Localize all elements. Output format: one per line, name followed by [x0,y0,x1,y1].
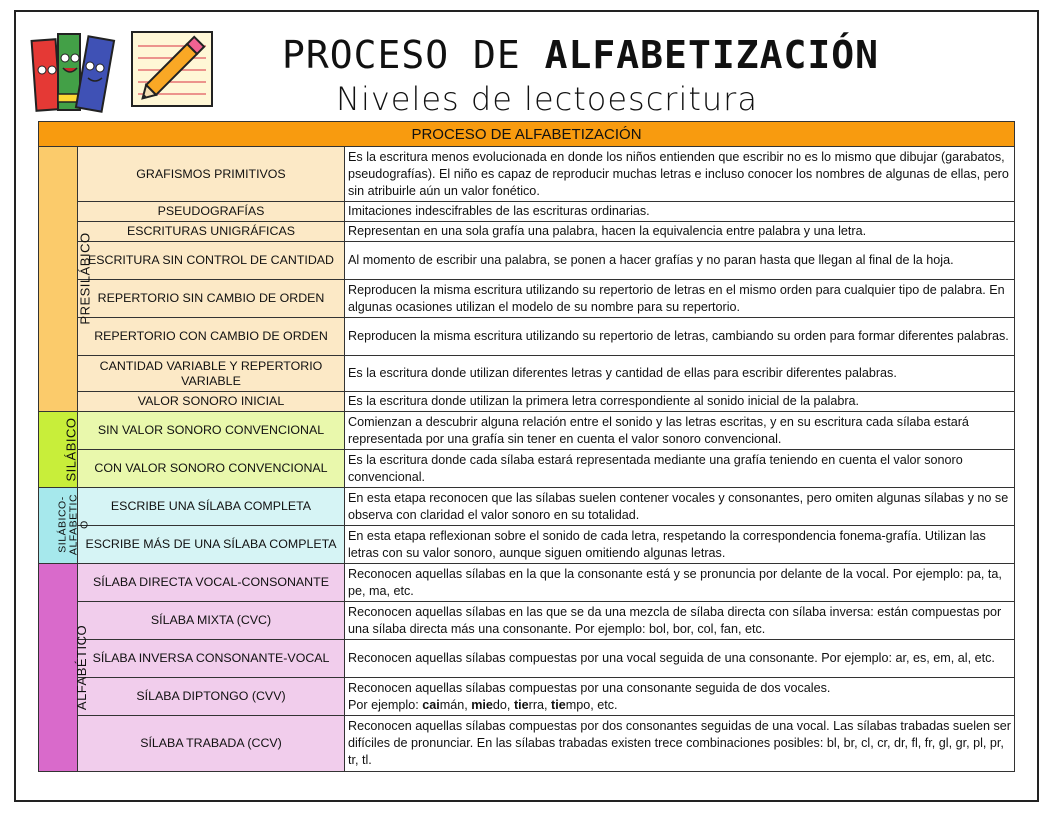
table-row [39,526,1015,564]
table-row [39,678,1015,716]
stage-description: Reconocen aquellas sílabas en la que la consonante está y se pronuncia por delante de la vocal. Por ejemplo: pa, ta, pe, ma, etc. [345,564,1015,602]
stage-label: REPERTORIO SIN CAMBIO DE ORDEN [78,280,345,318]
page-title: PROCESO DE ALFABETIZACIÓN [282,33,879,77]
stage-description: Es la escritura donde utilizan diferentes letras y cantidad de ellas para escribir diferentes palabras. [345,356,1015,392]
table-row [39,202,1015,222]
stage-label: GRAFISMOS PRIMITIVOS [78,147,345,202]
table-row [39,450,1015,488]
table-row [39,716,1015,772]
table-row [39,147,1015,202]
table-row [39,602,1015,640]
page-subtitle: Niveles de lectoescritura [336,80,758,118]
stage-description: Comienzan a descubrir alguna relación entre el sonido y las letras escritas, y en su escritura cada sílaba estará representada por una grafía sin tener en cuenta el valor sonoro convencional. [345,412,1015,450]
stage-label: SÍLABA MIXTA (CVC) [78,602,345,640]
desc-line1: Reconocen aquellas sílabas compuestas por una consonante seguida de dos vocales. [348,680,831,695]
stage-label: SÍLABA TRABADA (CCV) [78,716,345,772]
stage-description: Reproducen la misma escritura utilizando su repertorio de letras, cambiando su orden para formar diferentes palabras. [345,318,1015,356]
table-row [39,222,1015,242]
stage-label: VALOR SONORO INICIAL [78,392,345,412]
table-row [39,640,1015,678]
stage-description: Es la escritura donde utilizan la primera letra correspondiente al sonido inicial de la palabra. [345,392,1015,412]
stage-description: Imitaciones indescifrables de las escrituras ordinarias. [345,202,1015,222]
stage-description: En esta etapa reflexionan sobre el sonido de cada letra, respetando la correspondencia fonema-grafía. Utilizan las letras con su valor sonoro, aunque siguen omitiendo algunas letras. [345,526,1015,564]
stage-label: PSEUDOGRAFÍAS [78,202,345,222]
stage-label: SIN VALOR SONORO CONVENCIONAL [78,412,345,450]
table-row [39,488,1015,526]
table-row [39,318,1015,356]
stage-description: Reconocen aquellas sílabas en las que se da una mezcla de sílaba directa con sílaba inversa: están compuestas por una sílaba directa más una consonante. Por ejemplo: bol, bor, col, fan, etc. [345,602,1015,640]
pencil-paper-illustration [128,28,218,112]
stage-description: Es la escritura menos evolucionada en donde los niños entienden que escribir no es lo mismo que dibujar (garabatos, pseudografías). El niño es capaz de reproducir muchas letras e incluso conocer los nombres de algunas de ellas, pero sin atribuirle aún un valor fonético. [345,147,1015,202]
stage-label: CON VALOR SONORO CONVENCIONAL [78,450,345,488]
table-row [39,564,1015,602]
level-silabico: SILÁBICO [39,412,78,488]
stage-label: CANTIDAD VARIABLE Y REPERTORIO VARIABLE [78,356,345,392]
stage-label: ESCRITURA SIN CONTROL DE CANTIDAD [78,242,345,280]
blue-book [76,36,114,111]
stage-description: Reproducen la misma escritura utilizando su repertorio de letras en el mismo orden para cualquier tipo de palabra. En algunas ocasiones utilizan el modelo de su nombre para su repertorio. [345,280,1015,318]
stage-description: Es la escritura donde cada sílaba estará representada mediante una grafía teniendo en cuenta el valor sonoro convencional. [345,450,1015,488]
red-book [32,39,61,111]
desc-prefix: Por ejemplo: [348,697,423,712]
table-row [39,242,1015,280]
stage-description: Al momento de escribir una palabra, se ponen a hacer grafías y no paran hasta que llegan al final de la hoja. [345,242,1015,280]
table-row [39,412,1015,450]
stage-description: En esta etapa reconocen que las sílabas suelen contener vocales y consonantes, pero omiten algunas sílabas y no se observa con claridad el valor sonoro en su totalidad. [345,488,1015,526]
stage-label: SÍLABA DIPTONGO (CVV) [78,678,345,716]
level-presilabico: PRESILÁBICO [39,147,78,412]
stage-description: Reconocen aquellas sílabas compuestas por una vocal seguida de una consonante. Por ejemplo: ar, es, em, al, etc. [345,640,1015,678]
stage-label: SÍLABA DIRECTA VOCAL-CONSONANTE [78,564,345,602]
table-heading: PROCESO DE ALFABETIZACIÓN [39,122,1015,147]
literacy-levels-table [38,121,1015,772]
table-row [39,280,1015,318]
table-row [39,392,1015,412]
level-silabico-alfabetico: SILÁBICO-ALFABETIC O [39,488,78,564]
stage-description: Reconocen aquellas sílabas compuestas por una consonante seguida de dos vocales. Por ejemplo: caimán, miedo, tierra, tiempo, etc. [345,678,1015,716]
stage-description: Representan en una sola grafía una palabra, hacen la equivalencia entre palabra y una letra. [345,222,1015,242]
stage-label: ESCRIBE MÁS DE UNA SÍLABA COMPLETA [78,526,345,564]
table-row [39,356,1015,392]
stage-label: SÍLABA INVERSA CONSONANTE-VOCAL [78,640,345,678]
stage-label: ESCRITURAS UNIGRÁFICAS [78,222,345,242]
stage-description: Reconocen aquellas sílabas compuestas por dos consonantes seguidas de una vocal. Las sílabas trabadas suelen ser difíciles de pronunciar. En las sílabas trabadas existen trece combinaciones posibles: bl, br, cl, cr, dr, fl, fr, gl, gr, pl, pr, tr, tl. [345,716,1015,772]
books-illustration [30,20,120,116]
stage-label: REPERTORIO CON CAMBIO DE ORDEN [78,318,345,356]
level-alfabetico: ALFABÉTICO [39,564,78,772]
stage-label: ESCRIBE UNA SÍLABA COMPLETA [78,488,345,526]
